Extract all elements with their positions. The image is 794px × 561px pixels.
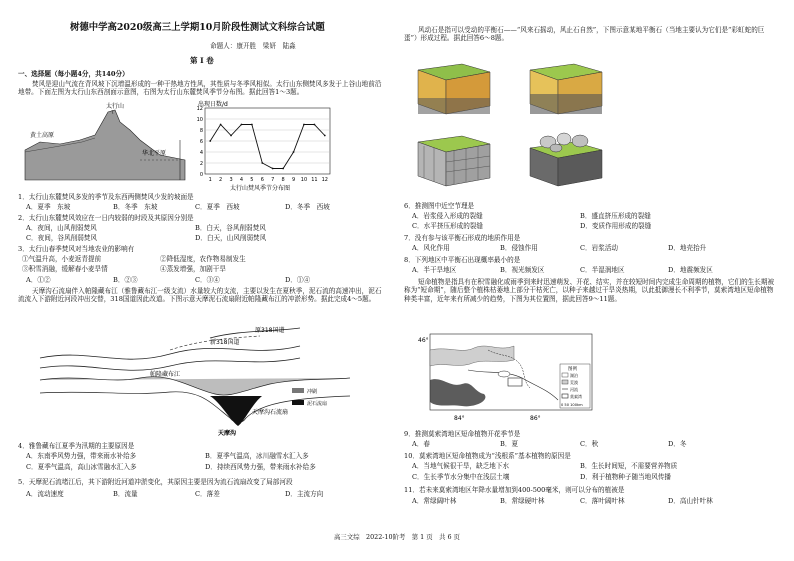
chart-y-tick-label: 6 bbox=[199, 139, 203, 145]
q9-option-a[interactable]: A．春 bbox=[412, 440, 430, 448]
volume-label: 第 I 卷 bbox=[190, 56, 214, 65]
chart-data-point bbox=[272, 168, 274, 170]
q1-stem: 1．太行山东麓焚风多发的季节及东西两侧焚风少发的坡面是 bbox=[18, 193, 194, 201]
chart-data-point bbox=[293, 151, 295, 153]
map-legend-label-3: 河流 bbox=[570, 387, 578, 392]
q4-option-a[interactable]: A．东南季风势力强，带来雨水补给多 bbox=[26, 452, 137, 460]
q7-option-d[interactable]: D．地壳抬升 bbox=[668, 244, 707, 252]
chart-series-line bbox=[210, 125, 325, 169]
label-plain: 华北平原 bbox=[142, 150, 167, 157]
q4-option-b[interactable]: B．夏季气温高，冰川融雪水汇入多 bbox=[205, 452, 309, 460]
page-footer: 高三文综 2022-10阶考 第 1 页 共 6 页 bbox=[334, 533, 460, 541]
map-lon-label-1: 84° bbox=[454, 415, 465, 422]
q8-option-d[interactable]: D．地震频发区 bbox=[668, 266, 713, 274]
q6-8-intro: 风动石是指可以受动的平衡石——“风来石摇动，风止石自然”，下图示意某地平衡石（当地主要认为它们是“彩虹蛇的巨蛋”）形成过程。据此回答6～8题。 bbox=[404, 26, 765, 43]
stage-1-block bbox=[418, 64, 490, 114]
q11-option-c[interactable]: C．落叶阔叶林 bbox=[580, 497, 625, 505]
q10-option-a[interactable]: A．当地气候很干旱，缺乏地下水 bbox=[412, 462, 510, 470]
q1-option-d[interactable]: D．冬季 西坡 bbox=[285, 203, 330, 211]
chart-data-point bbox=[230, 135, 232, 137]
chart-x-tick-label: 11 bbox=[311, 177, 318, 183]
legend-label-1: 冲刷 bbox=[307, 389, 318, 395]
q1-option-b[interactable]: B．冬季 东坡 bbox=[113, 203, 158, 211]
exam-title: 树德中学高2020级高三上学期10月阶段性测试文科综合试题 bbox=[70, 22, 325, 33]
chart-y-tick-label: 4 bbox=[199, 150, 203, 156]
stage-2-block bbox=[530, 64, 602, 114]
q3-option-b[interactable]: B．②③ bbox=[113, 276, 138, 284]
q2-stem: 2．太行山东麓焚风效应在一日内较弱的时段及其原因分别是 bbox=[18, 214, 194, 222]
q5-stem: 5．天摩泥石流堵江后，其下游附近河道冲淤变化，其原因主要是因为流石流扇改变了局部河段 bbox=[18, 478, 293, 486]
q9-option-c[interactable]: C．秋 bbox=[580, 440, 599, 448]
q7-option-c[interactable]: C．岩浆活动 bbox=[580, 244, 619, 252]
q10-stem: 10．莫索湾地区短命植物成为“浅根系”基本植物的原因是 bbox=[404, 452, 571, 460]
stage-3-block bbox=[418, 136, 490, 186]
q10-option-c[interactable]: C．生长季节水分集中在浅层土壤 bbox=[412, 473, 510, 481]
chart-data-point bbox=[324, 135, 326, 137]
stage-4-block bbox=[530, 133, 602, 186]
legend-swatch-2 bbox=[292, 400, 304, 405]
q11-option-b[interactable]: B．常绿硬叶林 bbox=[500, 497, 545, 505]
chart-x-tick-label: 10 bbox=[300, 177, 308, 183]
q2-option-c[interactable]: C．夜间，谷风削弱焚风 bbox=[26, 234, 97, 242]
q9-option-d[interactable]: D．冬 bbox=[668, 440, 687, 448]
q3-stem: 3．太行山春季焚风对当地农业的影响有 bbox=[18, 245, 135, 253]
balance-rock-process-figure bbox=[410, 56, 620, 194]
chart-data-point bbox=[282, 168, 284, 170]
label-river: 帕隆藏布江 bbox=[150, 371, 181, 378]
q7-stem: 7．没有参与该平衡石形成的地质作用是 bbox=[404, 234, 521, 242]
q9-stem: 9．推测莫索湾地区短命植物开花季节是 bbox=[404, 430, 521, 438]
map-legend bbox=[560, 364, 590, 408]
legend-label-2: 泥石流扇 bbox=[307, 401, 328, 407]
q3-option-d[interactable]: D．①④ bbox=[285, 276, 311, 284]
section-intro bbox=[18, 80, 388, 97]
chart-title: 出现日数/d bbox=[198, 101, 228, 108]
chart-x-tick-label: 2 bbox=[219, 177, 223, 183]
chart-data-point bbox=[220, 124, 222, 126]
figure-2 bbox=[30, 318, 360, 438]
mosuowan-location-map bbox=[418, 330, 598, 422]
q4-5-intro: 天摩沟石流扇伴入帕隆藏布江（雅鲁藏布江一级支流）水量较大的支流，主要以发生在夏秋季，泥石流的高速冲出，泥石流流入下游附近河段冲出交替，318国道因此改道。下图示意天摩泥石流扇附近帕隆藏布江的冲淤形势。据此完成4～5题。 bbox=[18, 287, 382, 304]
chart-x-tick-label: 4 bbox=[239, 177, 244, 183]
q6-option-a[interactable]: A．岩浆侵入形成的裂缝 bbox=[412, 212, 483, 220]
intro-text-1: 焚风是迎山气流在背风坡下沉增温形成的一种干热地方性风，其性质与冬季风相似。太行山东侧焚风多发于上谷山地前沿地带。 bbox=[18, 80, 382, 97]
q3-option-c[interactable]: C．③④ bbox=[195, 276, 220, 284]
chart-y-tick-label: 8 bbox=[199, 128, 203, 134]
chart-y-tick-label: 12 bbox=[196, 106, 203, 112]
figure-1 bbox=[20, 100, 390, 192]
section-heading: 一、选择题（每小题4分，共140分） bbox=[18, 70, 129, 78]
q11-option-d[interactable]: D．高山针叶林 bbox=[668, 497, 713, 505]
q8-stem: 8．下列地区中平衡石出现概率最小的是 bbox=[404, 256, 521, 264]
q3-statement-1: ①气温升高，小麦返青提前 bbox=[22, 255, 102, 263]
q6-option-b[interactable]: B．盛直挤压形成的裂缝 bbox=[580, 212, 651, 220]
q10-option-d[interactable]: D．利于植物种子随当地风传播 bbox=[580, 473, 672, 481]
q5-option-a[interactable]: A．流动速度 bbox=[26, 490, 64, 498]
q2-option-a[interactable]: A．夜间，山风削弱焚风 bbox=[26, 224, 97, 232]
map-legend-label-2: 荒漠 bbox=[570, 380, 578, 385]
chart-x-tick-label: 8 bbox=[281, 177, 285, 183]
chart-data-point bbox=[241, 124, 243, 126]
map-legend-label-4: 莫索湾 bbox=[570, 394, 582, 399]
map-legend-title: 图例 bbox=[568, 367, 577, 372]
label-gully: 天摩沟 bbox=[218, 430, 237, 437]
map-lon-label-2: 86° bbox=[530, 415, 541, 422]
label-new-road: 新318国道 bbox=[210, 339, 240, 346]
map-legend-label-1: 湖泊 bbox=[570, 373, 578, 378]
q7-option-b[interactable]: B．侵蚀作用 bbox=[500, 244, 538, 252]
label-fan: 天摩沟石流扇 bbox=[252, 409, 289, 416]
chart-y-tick-label: 2 bbox=[199, 161, 203, 167]
authors-line: 命题人：康开胜 梁妍 陆淼 bbox=[210, 42, 296, 50]
chart-data-point bbox=[209, 140, 211, 142]
chart-x-tick-label: 1 bbox=[208, 177, 212, 183]
label-mountain: 太行山 bbox=[106, 103, 125, 110]
chart-data-point bbox=[313, 124, 315, 126]
q1-option-c[interactable]: C．夏季 西坡 bbox=[195, 203, 240, 211]
chart-x-tick-label: 5 bbox=[250, 177, 254, 183]
foehn-season-chart bbox=[197, 100, 330, 192]
chart-x-tick-label: 7 bbox=[271, 177, 275, 183]
q6-option-c[interactable]: C．水平挤压形成的裂缝 bbox=[412, 222, 483, 230]
q8-option-a[interactable]: A．半干旱地区 bbox=[412, 266, 457, 274]
chart-data-point bbox=[261, 162, 263, 164]
q8-option-c[interactable]: C．半湿润地区 bbox=[580, 266, 625, 274]
chart-x-tick-label: 3 bbox=[229, 177, 233, 183]
q4-option-c[interactable]: C．夏季气温高，高山冰雪融水汇入多 bbox=[26, 463, 137, 471]
legend-swatch-1 bbox=[292, 388, 304, 393]
q8-option-b[interactable]: B．视光频发区 bbox=[500, 266, 545, 274]
q5-option-b[interactable]: B．流量 bbox=[113, 490, 138, 498]
q1-option-a[interactable]: A．夏季 东坡 bbox=[26, 203, 71, 211]
chart-data-point bbox=[303, 124, 305, 126]
chart-x-tick-label: 12 bbox=[321, 177, 328, 183]
chart-x-tick-label: 6 bbox=[260, 177, 264, 183]
label-plateau: 黄土高原 bbox=[30, 132, 55, 139]
q9-11-intro: 短命植物是指具有在积雪融化或雨季到来时迅速萌发、开花、结实，并在较短时间内完成生命周期的植物，它们的生长期被称为“短命期”，随后整个植株枯萎地上部分干枯死亡，以种子来越过干旱炎热期，以此抵御漫长不利季节，莫索湾地区短命植物种类丰富，近年来有所减少的趋势，下图为其位置图，据此回答9～11题。 bbox=[404, 278, 775, 303]
label-old-road: 原318国道 bbox=[255, 327, 285, 334]
map-lake bbox=[498, 371, 510, 377]
map-lat-label: 46° bbox=[418, 337, 429, 344]
q11-stem: 11．若未来莫索湾地区年降水量增加到400-500毫米，则可以分布的植被是 bbox=[404, 486, 625, 494]
q4-option-d[interactable]: D．持续西风势力强，带来雨水补给多 bbox=[205, 463, 316, 471]
terrain-profile bbox=[25, 110, 185, 180]
q5-option-c[interactable]: C．落差 bbox=[195, 490, 220, 498]
chart-y-tick-label: 10 bbox=[196, 117, 203, 123]
q7-option-a[interactable]: A．风化作用 bbox=[412, 244, 450, 252]
q5-option-d[interactable]: D．主流方向 bbox=[285, 490, 324, 498]
river-profile bbox=[40, 328, 350, 426]
chart-x-tick-label: 9 bbox=[291, 177, 296, 183]
q3-option-a[interactable]: A．①② bbox=[26, 276, 51, 284]
q4-stem: 4．雅鲁藏布江夏季为汛期的主要原因是 bbox=[18, 442, 135, 450]
q3-statement-4: ④蒸发增强，加剧干旱 bbox=[160, 265, 226, 273]
intro-text-2: 下面左图为太行山东西剖面示意图，右图为太行山东麓焚风季节分布图。据此回答1～3题。 bbox=[37, 88, 304, 97]
chart-y-tick-label: 0 bbox=[199, 172, 203, 178]
q3-statement-2: ②降低湿度，农作物易制发生 bbox=[160, 255, 246, 263]
q6-stem: 6．推测图中近空节理是 bbox=[404, 202, 475, 210]
q2-option-d[interactable]: D．白天，山风削弱焚风 bbox=[195, 234, 267, 242]
q11-option-a[interactable]: A．常绿阔叶林 bbox=[412, 497, 457, 505]
q2-option-b[interactable]: B．白天，谷风削弱焚风 bbox=[195, 224, 266, 232]
q10-option-b[interactable]: B．生长时间短，不需要营养物质 bbox=[580, 462, 678, 470]
map-scale: 0 50 100km bbox=[561, 403, 583, 407]
chart-data-point bbox=[251, 124, 253, 126]
q6-option-d[interactable]: D．变质作用形成的裂缝 bbox=[580, 222, 652, 230]
q3-statement-3: ③积雪消融，缓解春小麦旱情 bbox=[22, 265, 108, 273]
q9-option-b[interactable]: B．夏 bbox=[500, 440, 519, 448]
chart-caption: 太行山焚风季节分布图 bbox=[230, 185, 291, 192]
